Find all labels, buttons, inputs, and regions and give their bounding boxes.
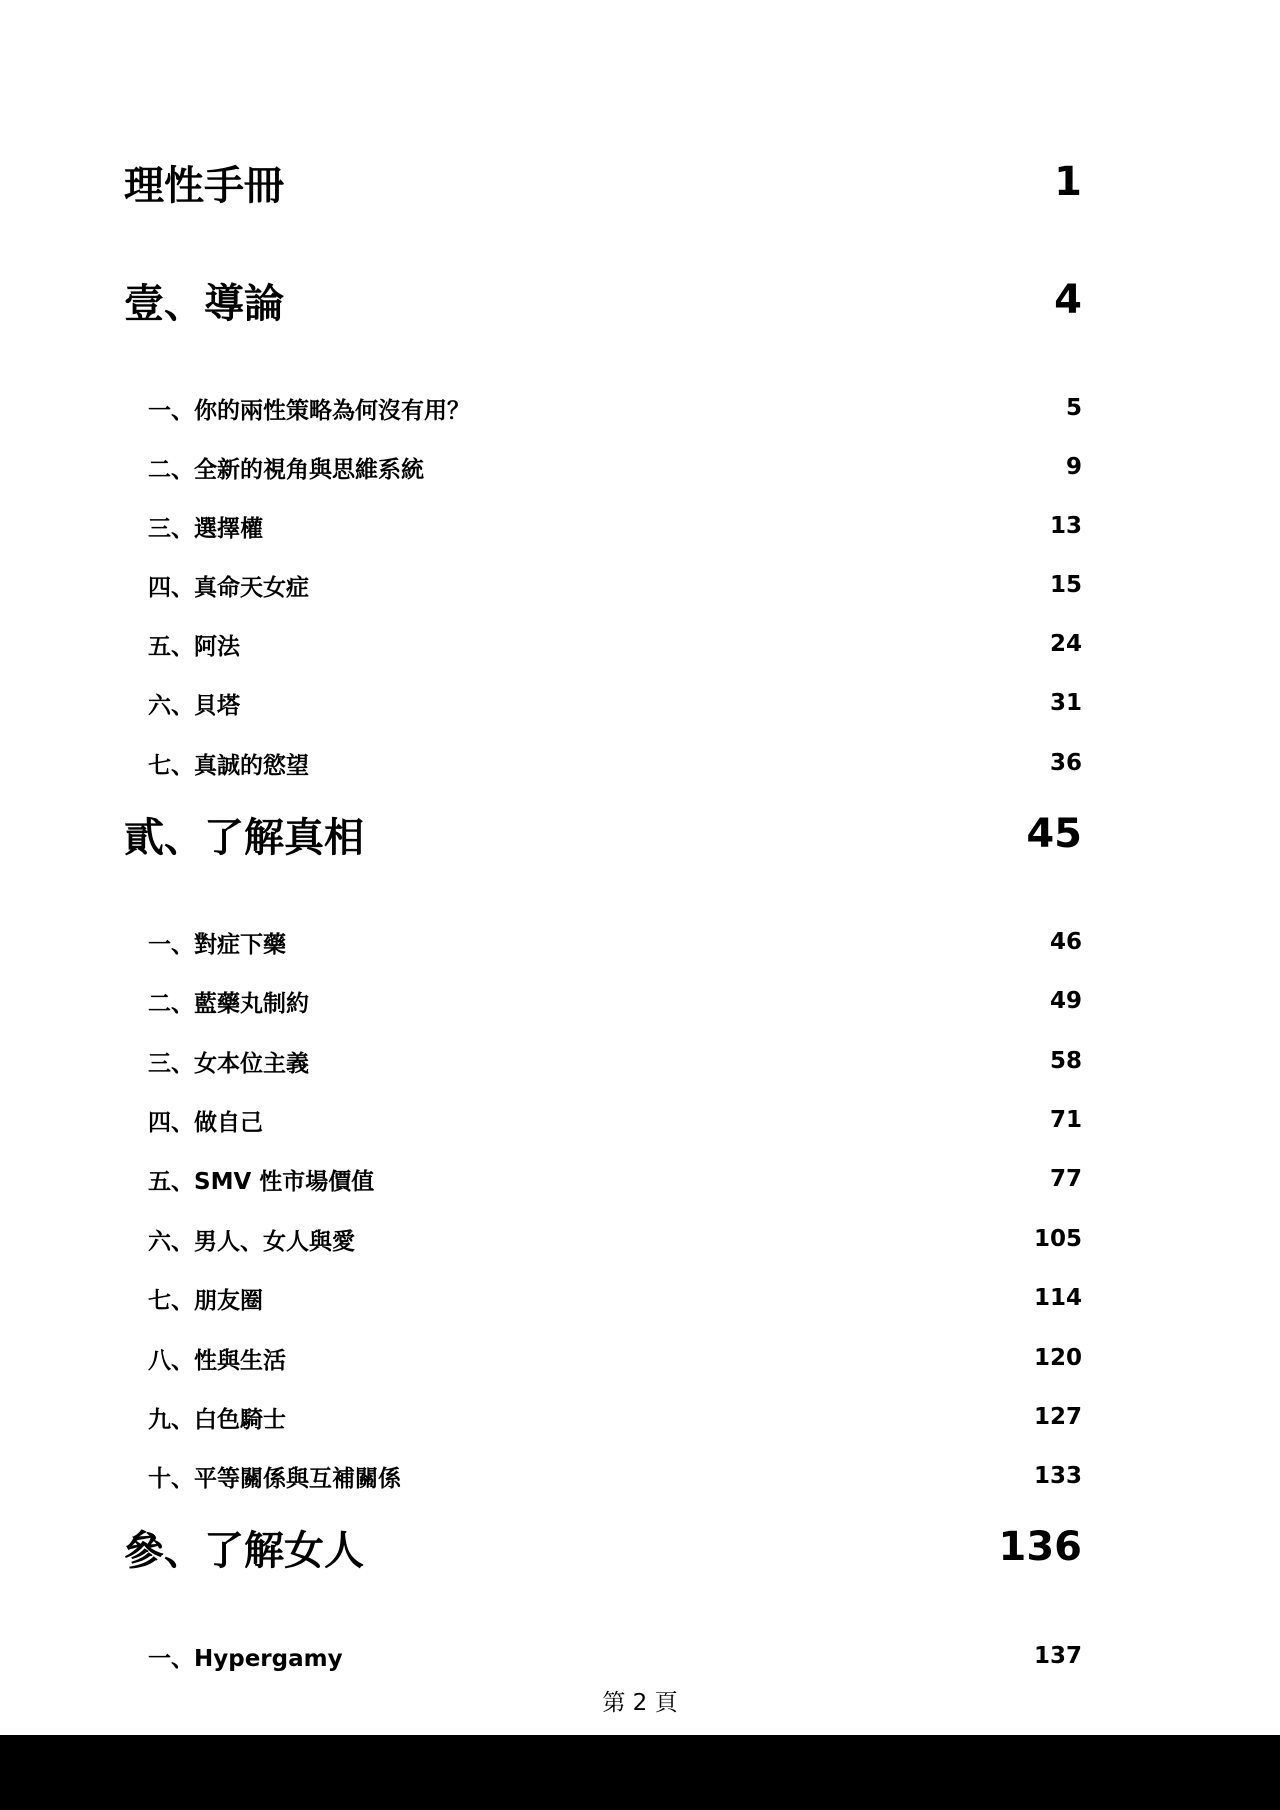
toc-page-number: 127 (1033, 1404, 1082, 1430)
toc-section-row[interactable] (148, 509, 1082, 543)
toc-page-number: 46 (1049, 929, 1082, 955)
toc-page-number: 105 (1033, 1226, 1082, 1252)
toc-page-number: 5 (1065, 395, 1082, 421)
toc-section-title: 五、SMV 性市場價值 (148, 1168, 375, 1195)
bottom-black-bar (0, 1735, 1280, 1810)
toc-page-number: 4 (1054, 277, 1082, 323)
toc-section-row[interactable] (148, 627, 1082, 661)
toc-chapter-title: 壹、導論 (124, 280, 284, 327)
toc-page-number: 114 (1033, 1285, 1082, 1311)
toc-section-title: 四、做自己 (148, 1109, 263, 1136)
toc-chapter-title: 貳、了解真相 (124, 814, 364, 861)
toc-page-number: 120 (1033, 1345, 1082, 1371)
toc-section-title: 一、Hypergamy (148, 1645, 343, 1672)
toc-section-row[interactable] (148, 450, 1082, 484)
toc-section-row[interactable] (148, 1459, 1082, 1493)
toc-section-row[interactable] (148, 391, 1082, 425)
toc-section-row[interactable] (148, 1639, 1082, 1673)
toc-chapter-row[interactable] (124, 154, 1082, 210)
toc-section-title: 二、藍藥丸制約 (148, 990, 309, 1017)
toc-page-number: 45 (1026, 811, 1082, 857)
toc-chapter-row[interactable] (124, 806, 1082, 862)
toc-section-title: 三、女本位主義 (148, 1050, 309, 1077)
toc-section-title: 八、性與生活 (148, 1347, 286, 1374)
toc-page-number: 49 (1049, 988, 1082, 1014)
toc-page-number: 137 (1033, 1643, 1082, 1669)
toc-page-number: 15 (1049, 572, 1082, 598)
toc-section-title: 三、選擇權 (148, 515, 263, 542)
toc-chapter-title: 參、了解女人 (124, 1527, 364, 1574)
toc-section-title: 二、全新的視角與思維系統 (148, 456, 424, 483)
toc-section-title: 九、白色騎士 (148, 1406, 286, 1433)
toc-page-number: 9 (1065, 454, 1082, 480)
toc-section-row[interactable] (148, 1341, 1082, 1375)
toc-page-number: 133 (1033, 1463, 1082, 1489)
toc-page-number: 136 (998, 1524, 1082, 1570)
toc-chapter-title: 理性手冊 (124, 162, 284, 209)
toc-section-title: 五、阿法 (148, 633, 240, 660)
toc-section-title: 十、平等關係與互補關係 (148, 1465, 401, 1492)
toc-section-row[interactable] (148, 746, 1082, 780)
toc-section-row[interactable] (148, 1103, 1082, 1137)
toc-section-row[interactable] (148, 1281, 1082, 1315)
toc-section-row[interactable] (148, 925, 1082, 959)
toc-chapter-row[interactable] (124, 1519, 1082, 1575)
toc-page-number: 13 (1049, 513, 1082, 539)
toc-page-number: 31 (1049, 690, 1082, 716)
toc-section-row[interactable] (148, 568, 1082, 602)
toc-section-row[interactable] (148, 1044, 1082, 1078)
toc-section-title: 四、真命天女症 (148, 574, 309, 601)
toc-page-number: 36 (1049, 750, 1082, 776)
toc-section-row[interactable] (148, 686, 1082, 720)
toc-section-title: 七、真誠的慾望 (148, 752, 309, 779)
toc-section-title: 七、朋友圈 (148, 1287, 263, 1314)
toc-section-title: 六、貝塔 (148, 692, 240, 719)
toc-page-number: 58 (1049, 1048, 1082, 1074)
page-footer: 第 2 頁 (602, 1690, 678, 1716)
toc-section-row[interactable] (148, 984, 1082, 1018)
toc-page-number: 71 (1049, 1107, 1082, 1133)
toc-section-row[interactable] (148, 1162, 1082, 1196)
toc-section-title: 六、男人、女人與愛 (148, 1228, 355, 1255)
toc-section-row[interactable] (148, 1222, 1082, 1256)
toc-section-row[interactable] (148, 1400, 1082, 1434)
toc-section-title: 一、你的兩性策略為何沒有用？ (148, 397, 470, 424)
toc-page-number: 77 (1049, 1166, 1082, 1192)
toc-chapter-row[interactable] (124, 272, 1082, 328)
toc-page-number: 1 (1054, 159, 1082, 205)
toc-section-title: 一、對症下藥 (148, 931, 286, 958)
toc-page-number: 24 (1049, 631, 1082, 657)
